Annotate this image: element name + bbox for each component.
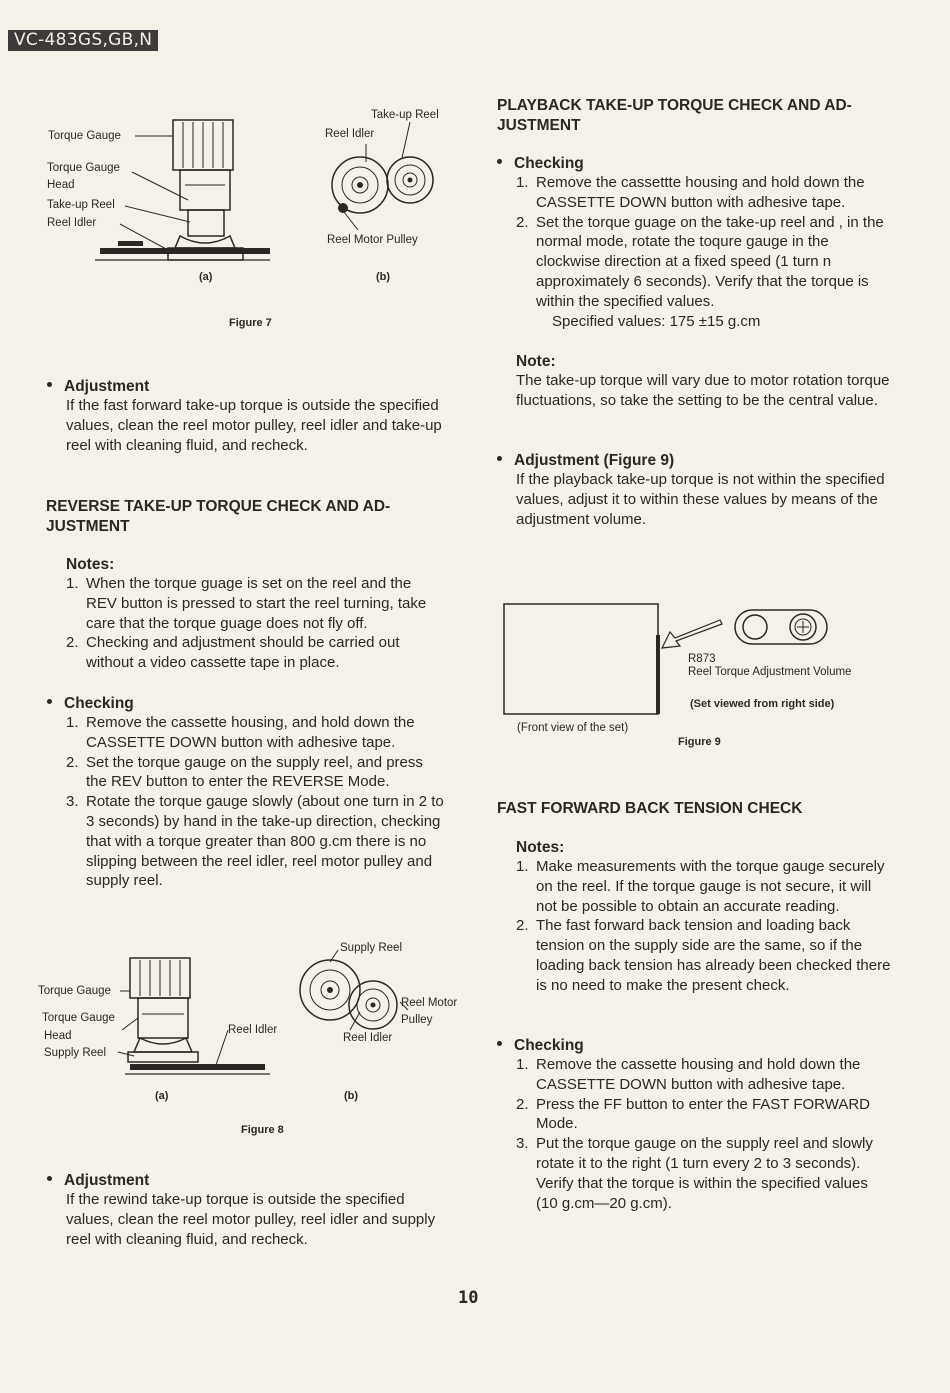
bullet-icon <box>497 456 502 461</box>
fig8-label-torque-gauge-head-2: Head <box>44 1030 72 1042</box>
bullet-icon <box>497 159 502 164</box>
playback-adjustment <box>497 452 893 529</box>
list-item: 1. Remove the cassette housing and hold down the CASSETTE DOWN button with adhesive tape. <box>516 1056 861 1093</box>
fig8-label-supply-reel-b: Supply Reel <box>340 942 403 954</box>
ff-checking-list <box>516 1055 893 1213</box>
note-title: Note: <box>516 353 556 370</box>
fig9-ref-label: Reel Torque Adjustment Volume <box>688 666 852 678</box>
fig7-label-torque-gauge: Torque Gauge <box>48 130 121 142</box>
fig7-part-b: (b) <box>376 271 391 283</box>
fig9-caption: Figure 9 <box>678 736 721 748</box>
list-item: 2. Press the FF button to enter the FAST FORWARD Mode. <box>516 1095 871 1133</box>
fig7-label-reel-motor-pulley: Reel Motor Pulley <box>327 234 418 246</box>
fig8-label-reel-idler-b: Reel Idler <box>343 1032 393 1044</box>
list-item: 2. The fast forward back tension and loading back tension on the supply side are the same, so if the loading back tension has already been checked there is no need to make the present check. <box>516 917 891 994</box>
model-tag: VC-483GS,GB,N <box>8 30 158 51</box>
fig8-label-torque-gauge: Torque Gauge <box>38 985 111 997</box>
bullet-icon <box>47 382 52 387</box>
bullet-icon <box>497 1041 502 1046</box>
fig9-side-view: (Set viewed from right side) <box>690 698 835 710</box>
list-item: 3. Put the torque gauge on the supply reel and slowly rotate it to the right (1 turn every 2 to 3 seconds). Verify that the torque is within the specified values (10 g.cm—20 g.cm). <box>516 1135 873 1212</box>
page-number: 10 <box>458 1288 479 1308</box>
list-item: 2. Set the torque gauge on the supply reel, and press the REV button to enter the REVERSE Mode. <box>66 753 423 791</box>
reverse-heading-line1: REVERSE TAKE-UP TORQUE CHECK AND AD- <box>46 498 391 515</box>
playback-heading-line1: PLAYBACK TAKE-UP TORQUE CHECK AND AD- <box>497 97 852 114</box>
adjustment-title: Adjustment <box>47 1172 446 1190</box>
playback-checking-title: Checking <box>497 155 893 173</box>
playback-checking <box>497 155 893 331</box>
fig7-caption: Figure 7 <box>229 317 272 329</box>
adjustment-title: Adjustment (Figure 9) <box>497 452 893 470</box>
left-adjustment-2 <box>47 1172 446 1249</box>
specified-values: Specified values: 175 ±15 g.cm <box>552 312 761 330</box>
fig8-label-reel-motor-2: Pulley <box>401 1014 433 1026</box>
ff-notes <box>516 839 893 996</box>
fig7-label-takeup-reel-b: Take-up Reel <box>371 109 439 121</box>
playback-heading-line2: JUSTMENT <box>497 116 581 134</box>
fig7-label-reel-idler: Reel Idler <box>47 217 97 229</box>
fig7-label-torque-gauge-head-2: Head <box>47 179 75 191</box>
bullet-icon <box>47 1176 52 1181</box>
ff-checking <box>497 1037 893 1213</box>
adjustment-text: If the playback take-up torque is not within the specified values, adjust it to within these values by means of the adjustment volume. <box>516 471 885 528</box>
adjustment-text: If the rewind take-up torque is outside the specified values, clean the reel motor pulley, reel idler and supply reel with cleaning fluid, and recheck. <box>66 1191 436 1248</box>
reverse-checking-list <box>66 713 446 891</box>
fig9-front-view: (Front view of the set) <box>517 722 629 734</box>
left-adjustment-1 <box>47 378 443 455</box>
list-item: 2. Checking and adjustment should be carried out without a video cassette tape in place. <box>66 634 400 672</box>
fig8-part-a: (a) <box>155 1090 169 1102</box>
adjustment-text: If the fast forward take-up torque is outside the specified values, clean the reel motor pulley, reel idler and take-up reel with cleaning fluid, and recheck. <box>66 397 442 454</box>
playback-section <box>497 96 897 135</box>
reverse-checking-title: Checking <box>47 695 446 713</box>
reverse-notes <box>66 556 446 673</box>
fig7-label-reel-idler-b: Reel Idler <box>325 128 375 140</box>
bullet-icon <box>47 699 52 704</box>
ff-notes-list <box>516 857 893 996</box>
fig9-ref: R873 <box>688 653 716 665</box>
playback-checking-list <box>516 173 893 312</box>
ff-checking-title: Checking <box>497 1037 893 1055</box>
fig7-part-a: (a) <box>199 271 213 283</box>
list-item: 1. Make measurements with the torque gauge securely on the reel. If the torque gauge is not secure, it will not be possible to obtain an accurate reading. <box>516 858 885 915</box>
reverse-section <box>46 497 446 536</box>
fig7-label-torque-gauge-head-1: Torque Gauge <box>47 162 120 174</box>
fig8-label-supply-reel: Supply Reel <box>44 1047 107 1059</box>
list-item: 1. When the torque guage is set on the reel and the REV button is pressed to start the reel turning, take care that the torque guage does not fly off. <box>66 575 427 632</box>
fig8-label-torque-gauge-head-1: Torque Gauge <box>42 1012 115 1024</box>
adjustment-title: Adjustment <box>47 378 443 396</box>
ff-heading: FAST FORWARD BACK TENSION CHECK <box>497 800 803 817</box>
fig8-part-b: (b) <box>344 1090 359 1102</box>
list-item: 3. Rotate the torque gauge slowly (about one turn in 2 to 3 seconds) by hand in the take-up direction, checking that with a torque greater than 800 g.cm there is no slipping between the reel idler, reel motor pulley and supply reel. <box>66 793 444 890</box>
list-item: 1. Remove the cassettte housing and hold down the CASSETTE DOWN button with adhesive tape. <box>516 174 865 211</box>
list-item: 2. Set the torque guage on the take-up reel and , in the normal mode, rotate the toqure gauge in the clockwise direction at a fixed speed (1 turn n approximately 6 seconds). Verify that the torque is within the specified values. <box>516 213 884 310</box>
ff-section <box>497 799 897 819</box>
fig8-label-reel-idler: Reel Idler <box>228 1024 278 1036</box>
playback-note <box>516 353 893 411</box>
reverse-notes-list <box>66 574 446 673</box>
fig8-label-reel-motor-1: Reel Motor <box>401 997 458 1009</box>
fig8-caption: Figure 8 <box>241 1124 284 1136</box>
reverse-notes-title: Notes: <box>66 556 115 573</box>
reverse-checking <box>47 695 446 891</box>
reverse-heading-line2: JUSTMENT <box>46 517 130 535</box>
ff-notes-title: Notes: <box>516 839 565 856</box>
list-item: 1. Remove the cassette housing, and hold down the CASSETTE DOWN button with adhesive tape. <box>66 714 415 751</box>
note-text: The take-up torque will vary due to motor rotation torque fluctuations, so take the setting to be the central value. <box>516 372 890 409</box>
fig7-label-takeup-reel: Take-up Reel <box>47 199 115 211</box>
